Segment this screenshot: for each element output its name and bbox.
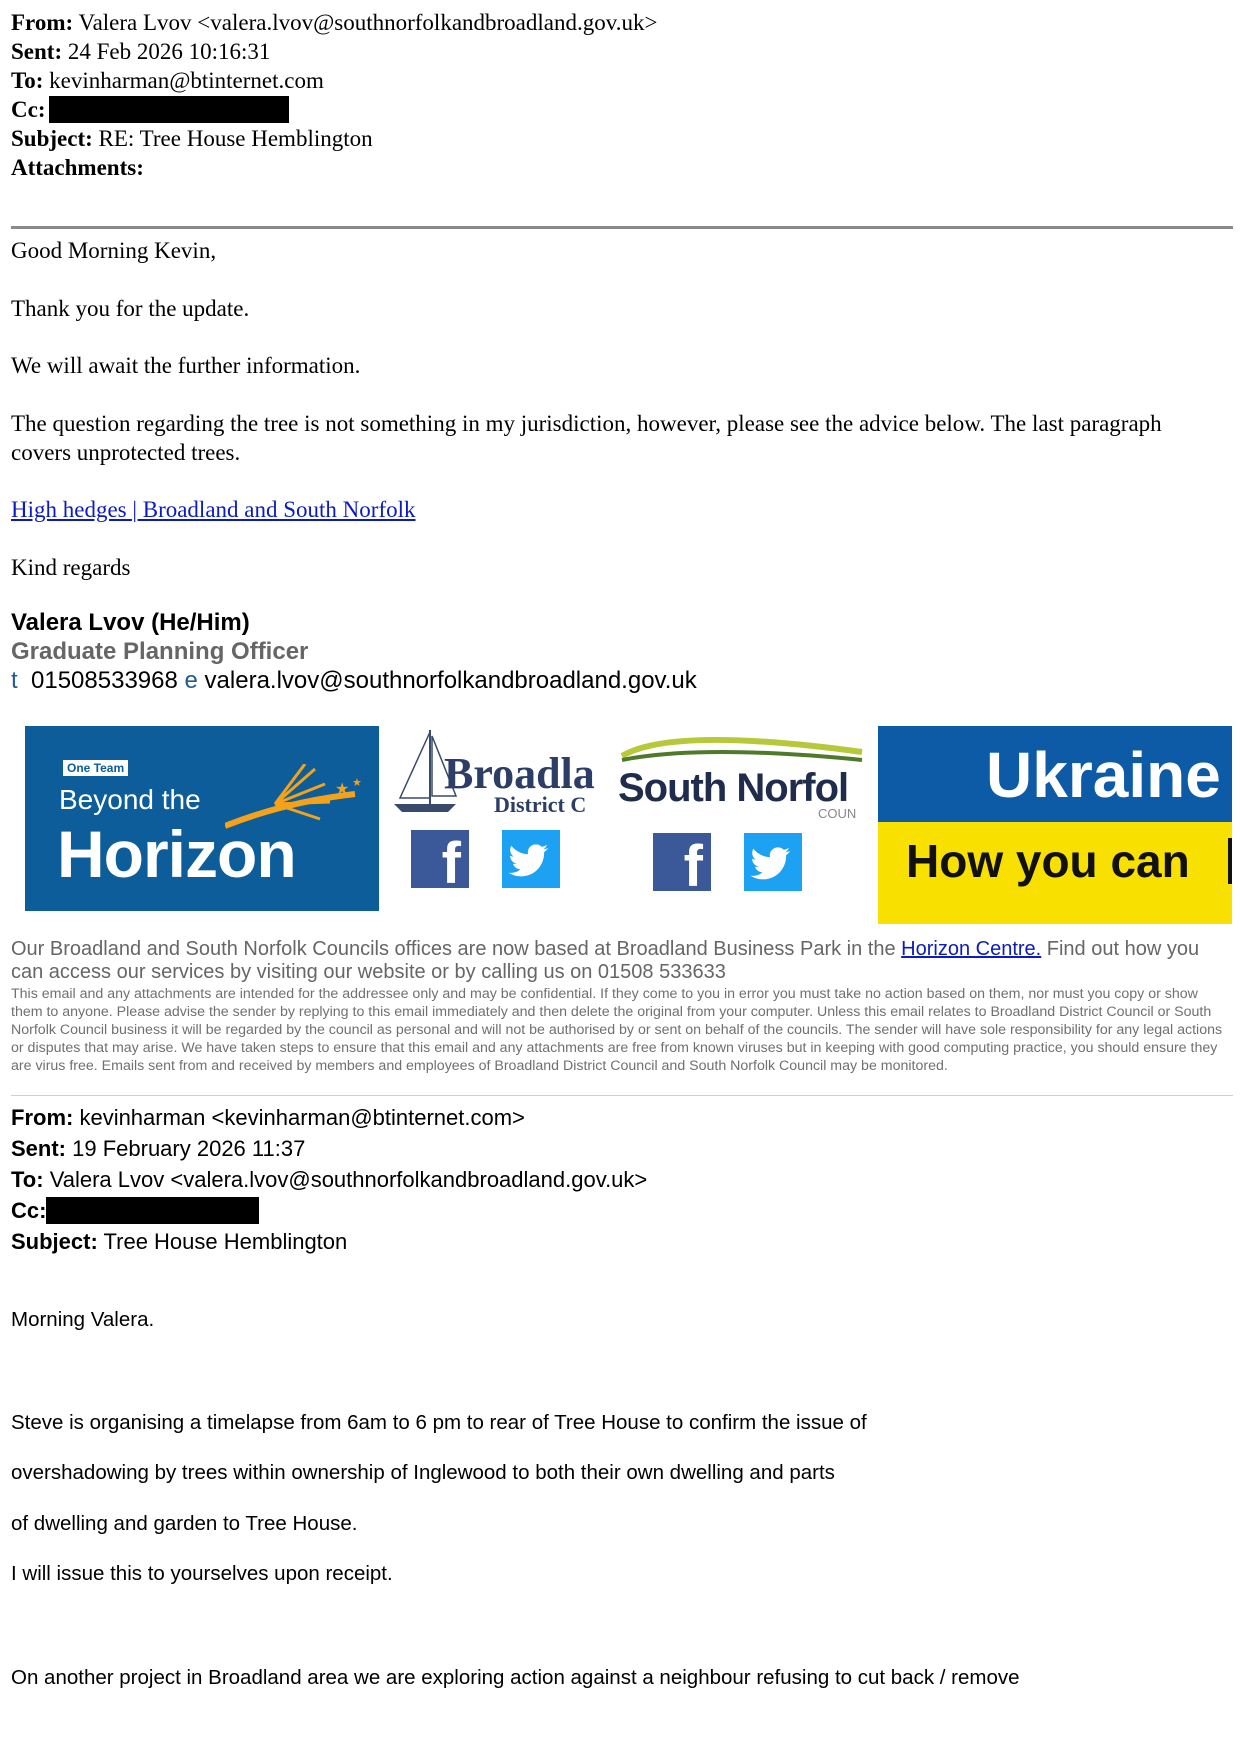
broadland-subtitle: District C: [494, 792, 587, 817]
one-team-tag: One Team: [63, 760, 128, 776]
cc-label: Cc:: [11, 1198, 47, 1223]
broadland-name: Broadla: [444, 749, 595, 798]
attachments-label: Attachments:: [11, 155, 144, 180]
horizon-banner[interactable]: [25, 726, 379, 911]
sent-value: 24 Feb 2026 10:16:31: [67, 39, 271, 64]
message-divider: [11, 1095, 1233, 1096]
landscape-swoosh-icon: [612, 726, 866, 766]
ukraine-banner[interactable]: [878, 726, 1232, 924]
svg-text:★: ★: [352, 776, 362, 789]
email-label: e: [184, 667, 198, 694]
signature-name: Valera Lvov (He/Him): [11, 609, 250, 636]
from-label: From:: [11, 10, 74, 35]
to-value: kevinharman@btinternet.com: [49, 68, 324, 93]
sent-value: 19 February 2026 11:37: [72, 1136, 306, 1161]
facebook-icon[interactable]: f: [653, 833, 711, 891]
email1-from-row: [11, 8, 657, 37]
email1-attachments-row: [11, 153, 144, 182]
email2-to-row: [11, 1165, 647, 1194]
office-note-text-end: Find out how you can access our services by visiting our website or by calling us on 01508 533633: [11, 938, 1200, 983]
redaction-block: [46, 1197, 259, 1224]
email1-cc-row: [11, 95, 45, 124]
high-hedges-link[interactable]: High hedges | Broadland and South Norfolk: [11, 497, 416, 522]
from-label: From:: [11, 1105, 74, 1130]
email2-sent-row: [11, 1134, 305, 1163]
cut-off-glyph: [1228, 838, 1232, 884]
email1-sent-row: [11, 37, 270, 66]
email2-subject-row: [11, 1227, 347, 1256]
signoff: Kind regards: [11, 555, 131, 580]
to-label: To:: [11, 1167, 44, 1192]
sent-label: Sent:: [11, 1136, 66, 1161]
to-value: Valera Lvov <valera.lvov@southnorfolkandbroadland.gov.uk>: [49, 1167, 648, 1192]
email2-line: of dwelling and garden to Tree House.: [11, 1512, 358, 1535]
twitter-icon[interactable]: [744, 833, 802, 891]
twitter-icon[interactable]: [502, 830, 560, 888]
signature-email: valera.lvov@southnorfolkandbroadland.gov.uk: [204, 667, 697, 694]
subject-value: Tree House Hemblington: [103, 1229, 348, 1254]
header-divider: [11, 226, 1233, 229]
ukraine-title: Ukraine: [986, 739, 1221, 811]
email1-subject-row: [11, 124, 373, 153]
signature-contact: [11, 667, 697, 695]
subject-value: RE: Tree House Hemblington: [98, 126, 373, 151]
office-note-text: Our Broadland and South Norfolk Councils offices are now based at Broadland Business Park in the: [11, 938, 902, 960]
redaction-block: [49, 96, 289, 123]
disclaimer: This email and any attachments are intended for the addressee only and may be confidential. If they come to you in error you must take no action based on them, nor must you copy or show them to anyone. Please advise the sender by replying to this email immediately and then delete the original from your computer. Unless this email relates to Broadland District Council or South Norfolk Council business it will be regarded by the council as personal and will not be authorised by or sent on behalf of the councils. The sender will have sole responsibility for any legal actions or disputes that may arise. We have taken steps to ensure that this email and any attachments are free from known viruses but in keeping with good computing practice, you should ensure they are virus free. Emails sent from and received by members and employees of Broadland District Council and South Norfolk Council may be monitored.: [11, 986, 1223, 1074]
ukraine-subtitle: How you can: [906, 835, 1190, 887]
email2-line: overshadowing by trees within ownership of Inglewood to both their own dwelling and parts: [11, 1461, 835, 1484]
subject-label: Subject:: [11, 1229, 98, 1254]
south-norfolk-subtitle: COUN: [818, 806, 857, 821]
south-norfolk-name: South Norfol: [618, 766, 849, 810]
subject-label: Subject:: [11, 126, 93, 151]
broadland-logo: [390, 726, 603, 818]
svg-text:★: ★: [335, 779, 350, 798]
high-hedges-link-row: [11, 495, 1191, 524]
phone-number: 01508533968: [31, 667, 178, 694]
sent-label: Sent:: [11, 39, 63, 64]
email2-cc-row: [11, 1196, 46, 1225]
email2-greeting: Morning Valera.: [11, 1308, 155, 1331]
sun-rays-icon: [225, 764, 375, 844]
horizon-line2: Horizon: [57, 817, 296, 891]
email1-to-row: [11, 66, 324, 95]
email2-from-row: [11, 1103, 525, 1132]
horizon-centre-link[interactable]: Horizon Centre.: [901, 938, 1042, 960]
horizon-line1: Beyond the: [59, 784, 201, 815]
office-note: [11, 938, 1221, 984]
from-value: Valera Lvov <valera.lvov@southnorfolkandbroadland.gov.uk>: [78, 10, 658, 35]
email2-line: Steve is organising a timelapse from 6am to 6 pm to rear of Tree House to confirm the issue of: [11, 1411, 867, 1434]
cc-label: Cc:: [11, 97, 46, 122]
phone-label: t: [11, 667, 18, 694]
body-paragraph: We will await the further information.: [11, 353, 361, 378]
greeting: Good Morning Kevin,: [11, 238, 217, 263]
body-paragraph: Thank you for the update.: [11, 296, 250, 321]
email2-line: I will issue this to yourselves upon receipt.: [11, 1562, 393, 1585]
signature-title: Graduate Planning Officer: [11, 638, 309, 665]
south-norfolk-logo: [612, 726, 866, 821]
facebook-icon[interactable]: f: [411, 830, 469, 888]
to-label: To:: [11, 68, 44, 93]
email2-line: On another project in Broadland area we are exploring action against a neighbour refusing to cut back / remove: [11, 1666, 1020, 1689]
body-paragraph: The question regarding the tree is not something in my jurisdiction, however, please see the advice below. The last paragraph covers unprotected trees.: [11, 411, 1162, 465]
from-value: kevinharman <kevinharman@btinternet.com>: [79, 1105, 525, 1130]
